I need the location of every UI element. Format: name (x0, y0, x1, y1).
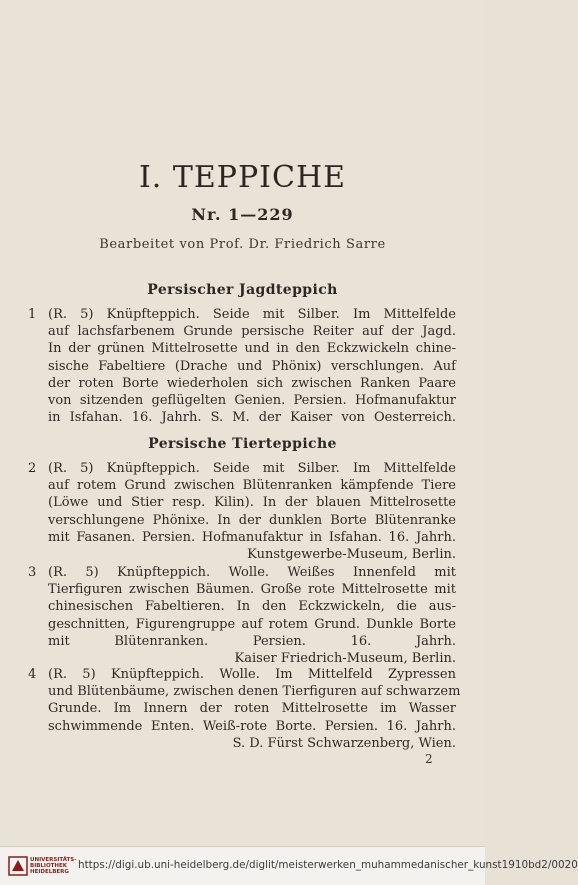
catalog-entry-2 (28, 460, 456, 563)
section-heading-jagdteppich: Persischer Jagdteppich (147, 282, 338, 298)
page-title: I. TEPPICHE (138, 160, 347, 195)
entry-line: von sitzenden geflügelten Genien. Persien. Hofmanufaktur (48, 393, 456, 409)
entry-line: (Löwe und Stier resp. Kilin). In der blauen Mittelrosette (48, 495, 456, 511)
entry-line: sische Fabeltiere (Drache und Phönix) verschlungen. Auf (48, 358, 456, 374)
entry-line: mit Fasanen. Persien. Hofmanufaktur in Isfahan. 16. Jahrh. (48, 529, 456, 545)
entry-line: in Isfahan. 16. Jahrh. S. M. der Kaiser von Oesterreich. (48, 410, 456, 426)
entry-line: auf rotem Grund zwischen Blütenranken kämpfende Tiere (48, 478, 456, 494)
entry-owner: Kunstgewerbe-Museum, Berlin. (247, 547, 456, 563)
entry-owner: Kaiser Friedrich-Museum, Berlin. (234, 651, 456, 667)
entry-line: mit Blütenranken. Persien. 16. Jahrh. (48, 633, 456, 649)
permalink-url[interactable]: https://digi.ub.uni-heidelberg.de/diglit/meisterwerken_muhammedanischer_kunst1910bd2/0020 (78, 859, 578, 871)
section-heading-tierteppiche: Persische Tierteppiche (148, 436, 337, 452)
page-number: 2 (425, 752, 433, 766)
entry-number: 2 (28, 461, 37, 476)
entry-line: geschnitten, Figurengruppe auf rotem Grund. Dunkle Borte (48, 616, 456, 632)
entry-line: und Blütenbäume, zwischen denen Tierfiguren auf schwarzem (48, 684, 461, 700)
entry-line: (R. 5) Knüpfteppich. Wolle. Im Mittelfeld Zypressen (48, 667, 456, 682)
entry-line: Grunde. Im Innern der roten Mittelrosette im Wasser (48, 701, 456, 717)
entry-line: schwimmende Enten. Weiß-rote Borte. Persien. 16. Jahrh. (48, 718, 456, 734)
library-logo-icon (8, 856, 28, 876)
entry-line: (R. 5) Knüpfteppich. Seide mit Silber. Im Mittelfelde (48, 461, 456, 476)
entry-line: Tierfiguren zwischen Bäumen. Große rote Mittelrosette mit (48, 582, 456, 598)
entry-line: (R. 5) Knüpfteppich. Wolle. Weißes Innenfeld mit (48, 565, 456, 580)
viewer-footer (0, 846, 578, 885)
catalog-entry-1 (28, 306, 456, 426)
entry-line: verschlungene Phönixe. In der dunklen Borte Blütenranke (48, 512, 456, 528)
editor-credit: Bearbeitet von Prof. Dr. Friedrich Sarre (99, 237, 386, 252)
logo-line: BIBLIOTHEK (30, 863, 68, 869)
entry-number: 4 (28, 667, 37, 682)
logo-line: HEIDELBERG (30, 869, 69, 875)
library-logo-text (30, 857, 80, 875)
entry-number: 1 (28, 307, 37, 322)
entry-line: In der grünen Mittelrosette und in den Eckzwickeln chine- (48, 341, 456, 357)
entry-line: (R. 5) Knüpfteppich. Seide mit Silber. Im Mittelfelde (48, 307, 456, 322)
catalog-entry-4 (28, 666, 461, 752)
entry-line: der roten Borte wiederholen sich zwischen Ranken Paare (48, 375, 456, 391)
entry-line: auf lachsfarbenem Grunde persische Reiter auf der Jagd. (48, 324, 456, 340)
entry-line: chinesischen Fabeltieren. In den Eckzwickeln, die aus- (48, 599, 456, 615)
entry-number: 3 (28, 565, 37, 580)
catalog-entry-3 (28, 564, 456, 667)
number-range: Nr. 1—229 (191, 205, 294, 224)
entry-owner: S. D. Fürst Schwarzenberg, Wien. (232, 735, 456, 751)
logo-line: UNIVERSITÄTS- (30, 857, 77, 863)
